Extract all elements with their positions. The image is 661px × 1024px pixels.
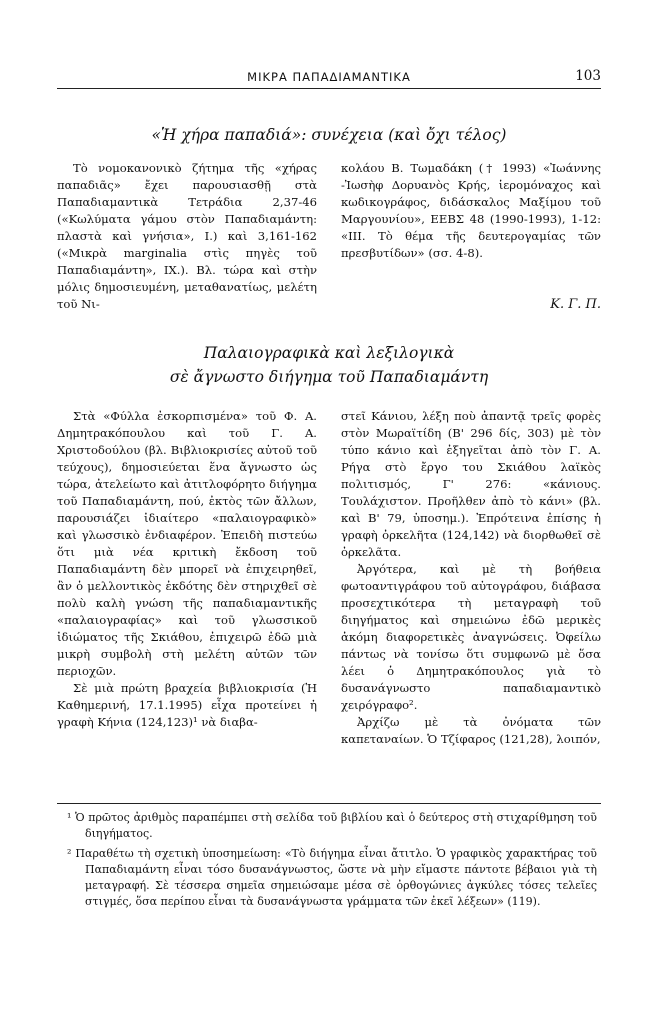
section-2-left-column — [57, 408, 317, 731]
paragraph: Τὸ νομοκανονικὸ ζήτημα τῆς «χήρας παπαδιᾶς» ἔχει παρουσιασθῇ στὰ Παπαδιαμαντικὰ Τετράδια 2,37-46 («Κωλύματα γάμου στὸν Παπαδιαμάντη: πλαστὰ καὶ γνήσια», Ι.) καὶ 3,161-162 («Μικρὰ marginalia στὶς πηγὲς τοῦ Παπαδιαμάντη», ΙΧ.). Βλ. τώρα καὶ στὴν μόλις δημοσιευμένη, μεταθανατίως, μελέτη τοῦ Νι- — [57, 161, 317, 311]
page-number: 103 — [575, 68, 601, 84]
section-2-title-line-1: Παλαιογραφικὰ καὶ λεξιλογικὰ — [203, 344, 455, 362]
paragraph: Στὰ «Φύλλα ἐσκορπισμένα» τοῦ Φ. Α. Δημητρακόπουλου καὶ τοῦ Γ. Α. Χριστοδούλου (βλ. Βιβλιοκρισίες αὐτοῦ τοῦ τεύχους), δημοσιεύεται ἕνα ἄγνωστο ὡς τώρα, ἀτελείωτο καὶ ἀτιτλοφόρητο διήγημα τοῦ Παπαδιαμάντη, πού, ἐκτὸς τῶν ἄλλων, παρουσιάζει ἰδιαίτερο «παλαιογραφικὸ» καὶ γλωσσικὸ ἐνδιαφέρον. Ἐπειδὴ πιστεύω ὅτι μιὰ νέα κριτικὴ ἔκδοση τοῦ Παπαδιαμάντη δὲν μπορεῖ νὰ ἐπιχειρηθεῖ, ἂν ὁ μελλοντικὸς ἐκδότης δὲν στηριχθεῖ σὲ πολὺ καλὴ γνώση τῆς παπαδιαμαντικῆς «παλαιογραφίας» καὶ τοῦ γλωσσικοῦ ἰδιώματος τῆς Σκιάθου, ἐπιχειρῶ ἐδῶ μιὰ μικρὴ συμβολὴ στὴ μελέτη αὐτῶν τῶν περιοχῶν. — [57, 409, 317, 678]
paragraph: Σὲ μιὰ πρώτη βραχεία βιβλιοκρισία (Ἡ Καθημερινή, 17.1.1995) εἶχα προτείνει ἡ γραφὴ Κήνια (124,123)¹ νὰ διαβα- — [57, 681, 317, 729]
running-head — [57, 68, 601, 89]
paragraph: Ἀργότερα, καὶ μὲ τὴ βοήθεια φωτοαντιγράφου τοῦ αὐτογράφου, διάβασα προσεχτικότερα τὴ μεταγραφὴ τοῦ διηγήματος καὶ σημειώνω ἐδῶ μερικὲς ἀκόμη διαφορετικὲς ἀναγνώσεις. Ὀφείλω πάντως νὰ τονίσω ὅτι συμφωνῶ μὲ ὅσα λέει ὁ Δημητρακόπουλος γιὰ τὸ δυσανάγνωστο παπαδιαμαντικὸ χειρόγραφο². — [341, 562, 601, 712]
section-1-title: «Ἡ χήρα παπαδιά»: συνέχεια (καὶ ὄχι τέλος) — [151, 126, 507, 144]
section-1-right-column — [341, 160, 601, 262]
section-2-title-line-2: σὲ ἄγνωστο διήγημα τοῦ Παπαδιαμάντη — [169, 368, 489, 386]
footnote-divider — [57, 803, 601, 804]
paragraph: κολάου Β. Τωμαδάκη († 1993) «Ἰωάννης -Ἰωσὴφ Δορυανὸς Κρής, ἱερομόναχος καὶ κωδικογράφος, διδάσκαλος Μαξίμου τοῦ Μαργουνίου», ΕΕΒΣ 48 (1990-1993), 1-12: «ΙΙΙ. Τὸ θέμα τῆς δευτερογαμίας τῶν πρεσβυτίδων» (σσ. 4-8). — [341, 161, 601, 260]
running-title: ΜΙΚΡΑ ΠΑΠΑΔΙΑΜΑΝΤΙΚΑ — [247, 70, 411, 84]
paragraph: Ἀρχίζω μὲ τὰ ὀνόματα τῶν καπεταναίων. Ὁ Τζίφαρος (121,28), λοιπόν, — [341, 715, 601, 746]
signature: Κ. Γ. Π. — [550, 297, 601, 312]
footnote-1: ¹ Ὁ πρῶτος ἀριθμὸς παραπέμπει στὴ σελίδα τοῦ βιβλίου καὶ ὁ δεύτερος στὴ στιχαρίθμηση τοῦ διηγήματος. — [67, 811, 597, 840]
section-1-left-column — [57, 160, 317, 313]
paragraph: στεῖ Κάνιου, λέξη ποὺ ἀπαντᾷ τρεῖς φορὲς στὸν Μωραϊτίδη (Β' 296 δίς, 303) μὲ τὸν τύπο κάνιο καὶ ἐξηγεῖται ἀπὸ τὸν Γ. Α. Ρήγα στὸ ἔργο του Σκιάθου λαϊκὸς πολιτισμός, Γ' 276: «κάνιους. Τουλάχιστον. Προῆλθεν ἀπὸ τὸ κάνι» (βλ. καὶ Β' 79, ὑποσημ.). Ἐπρότεινα ἐπίσης ἡ γραφὴ ὀρκελῆτα (124,142) νὰ διορθωθεῖ σὲ ὀρκελᾶτα. — [341, 409, 601, 559]
section-2-right-column — [341, 408, 601, 748]
footnote-2: ² Παραθέτω τὴ σχετικὴ ὑποσημείωση: «Τὸ διήγημα εἶναι ἄτιτλο. Ὁ γραφικὸς χαρακτήρας τοῦ Παπαδιαμάντη εἶναι τόσο δυσανάγνωστος, ὥστε νὰ μὴν εἴμαστε πάντοτε βέβαιοι γιὰ τὴ μεταγραφή. Σὲ τέσσερα σημεῖα σημειώσαμε μέσα σὲ ὀρθογώνιες ἀγκύλες τόσες τελεῖες στιγμές, ὅσα περίπου εἶναι τὰ δυσανάγνωστα γράμματα τῶν ἐκεῖ λέξεων» (119). — [67, 847, 597, 908]
footnotes — [57, 810, 597, 914]
